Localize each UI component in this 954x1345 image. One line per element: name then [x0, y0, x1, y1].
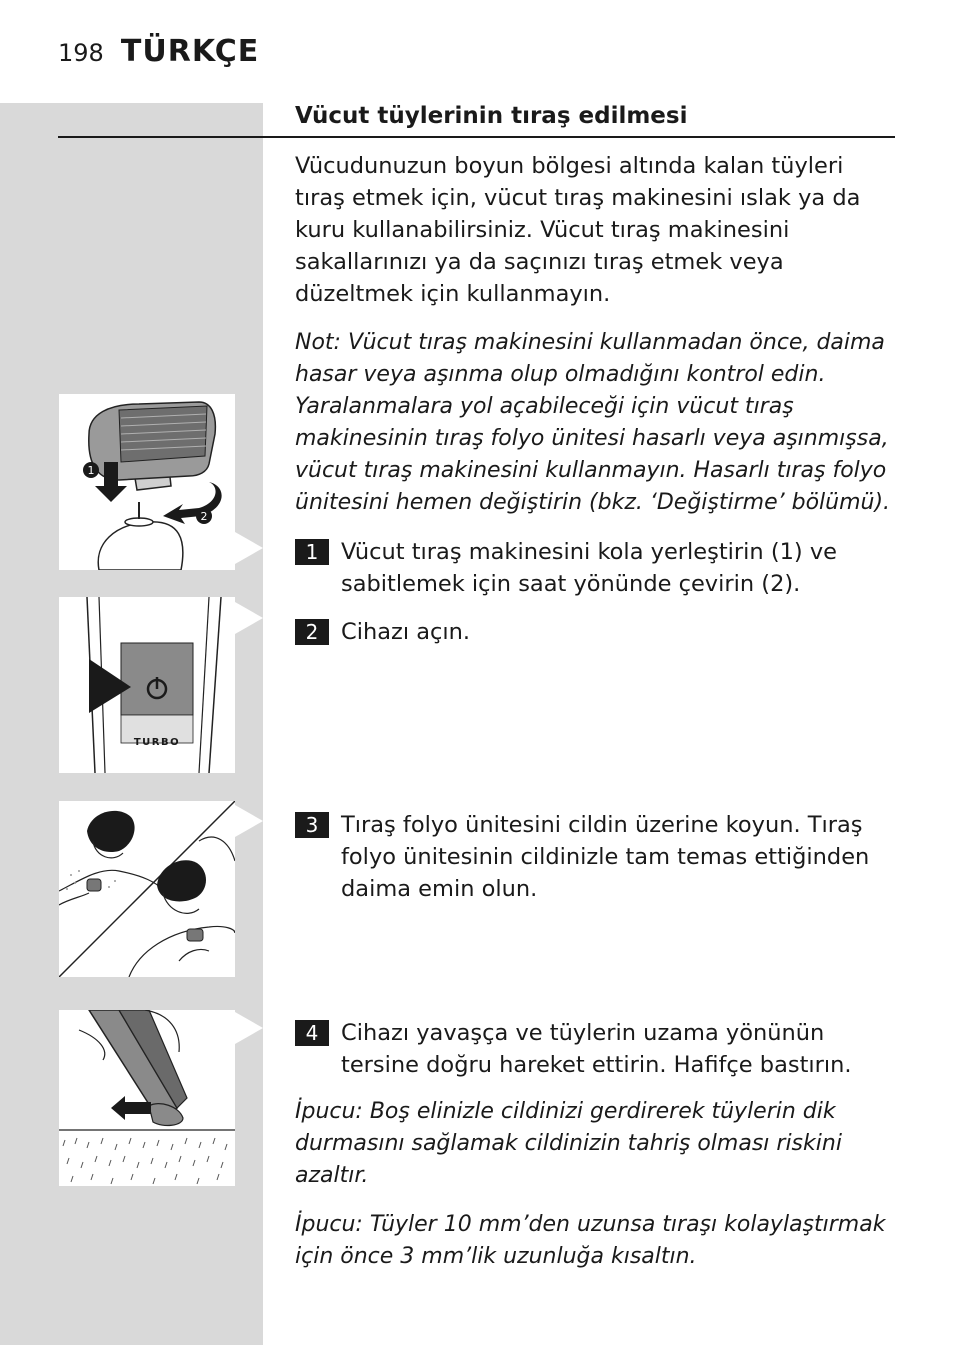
step-1 — [295, 536, 895, 600]
step-text: Vücut tıraş makinesini kola yerleştirin (1) ve sabitlemek için saat yönünde çevirin (2). — [341, 539, 838, 597]
step-text: Cihazı yavaşça ve tüylerin uzama yönünün tersine doğru hareket ettirin. Hafifçe bastırın. — [341, 1020, 852, 1078]
figure-pointer — [235, 532, 263, 564]
step-number: 3 — [295, 812, 329, 838]
turbo-label: TURBO — [133, 737, 181, 748]
figure-pointer — [235, 805, 263, 837]
step-text: Cihazı açın. — [341, 619, 471, 645]
tip-1: İpucu: Boş elinizle cildinizi gerdirerek tüylerin dik durmasını sağlamak cildinizin tahriş olması riskini azaltır. — [295, 1099, 842, 1188]
shaving-direction-illustration — [59, 1010, 235, 1186]
power-button-illustration — [59, 597, 235, 773]
body-shaving-illustration — [59, 801, 235, 977]
figure-shaving-body — [59, 801, 235, 977]
figure-pointer — [235, 602, 263, 634]
step-4 — [295, 1017, 895, 1081]
step-3 — [295, 809, 895, 905]
step-number: 1 — [295, 539, 329, 565]
section-title: Vücut tüylerinin tıraş edilmesi — [295, 103, 688, 129]
intro-paragraph: Vücudunuzun boyun bölgesi altında kalan tüyleri tıraş etmek için, vücut tıraş makinesini ıslak ya da kuru kullanabilirsiniz. Vücut tıraş makinesini sakallarınızı ya da saçınızı tıraş etmek veya düzeltmek için kullanmayın. — [295, 153, 861, 307]
callout-2: 2 — [200, 510, 208, 523]
page-number: 198 — [58, 39, 104, 67]
note-paragraph: Not: Vücut tıraş makinesini kullanmadan önce, daima hasar veya aşınma olup olmadığını kontrol edin. Yaralanmalara yol açabileceği için vücut tıraş makinesinin tıraş folyo ünitesi hasarlı veya aşınmışsa, vücut tıraş makinesini kullanmayın. Hasarlı tıraş folyo ünitesini hemen değiştirin (bkz. ‘Değiştirme’ bölümü). — [295, 330, 891, 515]
shaver-head-illustration — [59, 394, 235, 570]
section-rule — [58, 136, 895, 138]
callout-1: 1 — [87, 464, 95, 477]
figure-pointer — [235, 1012, 263, 1044]
page-header — [58, 34, 259, 69]
step-number: 4 — [295, 1020, 329, 1046]
tip-2: İpucu: Tüyler 10 mm’den uzunsa tıraşı kolaylaştırmak için önce 3 mm’lik uzunluğa kısaltın. — [295, 1212, 886, 1269]
step-2 — [295, 616, 895, 648]
step-number: 2 — [295, 619, 329, 645]
figure-shaving-direction — [59, 1010, 235, 1186]
figure-power-button — [59, 597, 235, 773]
step-text: Tıraş folyo ünitesini cildin üzerine koyun. Tıraş folyo ünitesinin cildinizle tam temas ettiğinden daima emin olun. — [341, 812, 870, 902]
language-title: TÜRKÇE — [120, 34, 260, 69]
figure-attach-head — [59, 394, 235, 570]
